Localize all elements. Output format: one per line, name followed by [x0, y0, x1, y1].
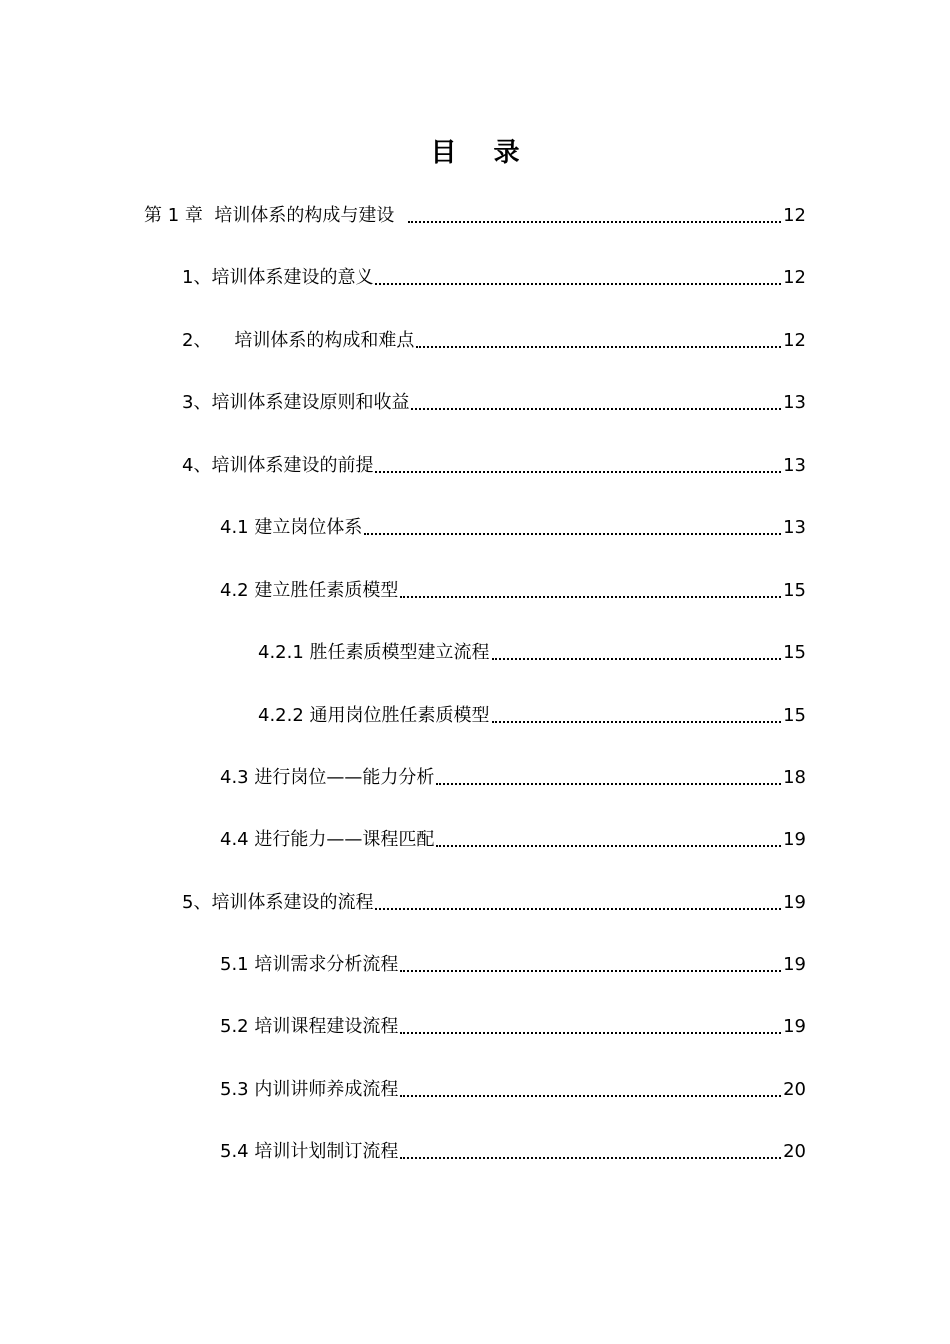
toc-entry-label: 4.1 建立岗位体系	[220, 517, 363, 538]
toc-entry-3[interactable]	[182, 390, 806, 416]
toc-entry-page: 12	[783, 330, 806, 351]
toc-entry-label: 4.2 建立胜任素质模型	[220, 580, 399, 601]
toc-entry-label: 4、培训体系建设的前提	[182, 455, 374, 476]
toc-entry-4-2-1[interactable]	[258, 640, 806, 666]
toc-dot-leader	[400, 970, 781, 972]
toc-dot-leader	[400, 1032, 781, 1034]
toc-entry-page: 20	[783, 1141, 806, 1162]
toc-dot-leader	[436, 845, 781, 847]
toc-entry-page: 19	[783, 1016, 806, 1037]
toc-entry-label: 4.4 进行能力——课程匹配	[220, 829, 435, 850]
toc-entry-label: 5、培训体系建设的流程	[182, 892, 374, 913]
toc-entry-label: 5.1 培训需求分析流程	[220, 954, 399, 975]
toc-entry-page: 13	[783, 392, 806, 413]
toc-dot-leader	[375, 471, 781, 473]
toc-entry-2[interactable]	[182, 328, 806, 354]
toc-entry-page: 13	[783, 517, 806, 538]
toc-entry-label: 5.3 内训讲师养成流程	[220, 1079, 399, 1100]
toc-dot-leader	[492, 721, 782, 723]
toc-entry-label: 4.2.2 通用岗位胜任素质模型	[258, 705, 490, 726]
toc-dot-leader	[411, 408, 781, 410]
toc-entry-5-1[interactable]	[220, 952, 806, 978]
toc-entry-label: 第 1 章 培训体系的构成与建设	[144, 205, 406, 226]
toc-entry-4-2[interactable]	[220, 578, 806, 604]
toc-entry-5[interactable]	[182, 890, 806, 916]
toc-entry-4-2-2[interactable]	[258, 703, 806, 729]
toc-entry-page: 20	[783, 1079, 806, 1100]
toc-dot-leader	[364, 533, 781, 535]
toc-entry-page: 12	[783, 267, 806, 288]
toc-dot-leader	[400, 1157, 781, 1159]
toc-entry-4-3[interactable]	[220, 765, 806, 791]
toc-entry-page: 19	[783, 954, 806, 975]
toc-entry-4-4[interactable]	[220, 827, 806, 853]
toc-dot-leader	[408, 221, 781, 223]
toc-entry-4-1[interactable]	[220, 515, 806, 541]
toc-entry-chapter-1[interactable]	[144, 203, 806, 229]
toc-dot-leader	[400, 1095, 781, 1097]
toc-entry-label: 1、培训体系建设的意义	[182, 267, 374, 288]
toc-entry-label: 5.4 培训计划制订流程	[220, 1141, 399, 1162]
toc-entry-page: 19	[783, 829, 806, 850]
toc-entry-label: 3、培训体系建设原则和收益	[182, 392, 410, 413]
toc-title: 目 录	[430, 138, 534, 168]
toc-entry-page: 15	[783, 580, 806, 601]
toc-entry-5-4[interactable]	[220, 1139, 806, 1165]
toc-entry-label: 4.2.1 胜任素质模型建立流程	[258, 642, 490, 663]
toc-entry-4[interactable]	[182, 453, 806, 479]
toc-entry-1[interactable]	[182, 265, 806, 291]
toc-dot-leader	[492, 658, 782, 660]
toc-entry-label: 5.2 培训课程建设流程	[220, 1016, 399, 1037]
toc-dot-leader	[400, 596, 781, 598]
toc-dot-leader	[375, 283, 781, 285]
toc-entry-page: 19	[783, 892, 806, 913]
toc-entry-page: 15	[783, 705, 806, 726]
toc-entry-page: 18	[783, 767, 806, 788]
toc-entry-page: 12	[783, 205, 806, 226]
toc-entry-label: 4.3 进行岗位——能力分析	[220, 767, 435, 788]
toc-entry-page: 15	[783, 642, 806, 663]
toc-entry-label: 2、 培训体系的构成和难点	[182, 330, 415, 351]
toc-entry-5-2[interactable]	[220, 1014, 806, 1040]
toc-entry-5-3[interactable]	[220, 1077, 806, 1103]
toc-dot-leader	[375, 908, 781, 910]
toc-entry-page: 13	[783, 455, 806, 476]
toc-dot-leader	[416, 346, 781, 348]
toc-dot-leader	[436, 783, 781, 785]
